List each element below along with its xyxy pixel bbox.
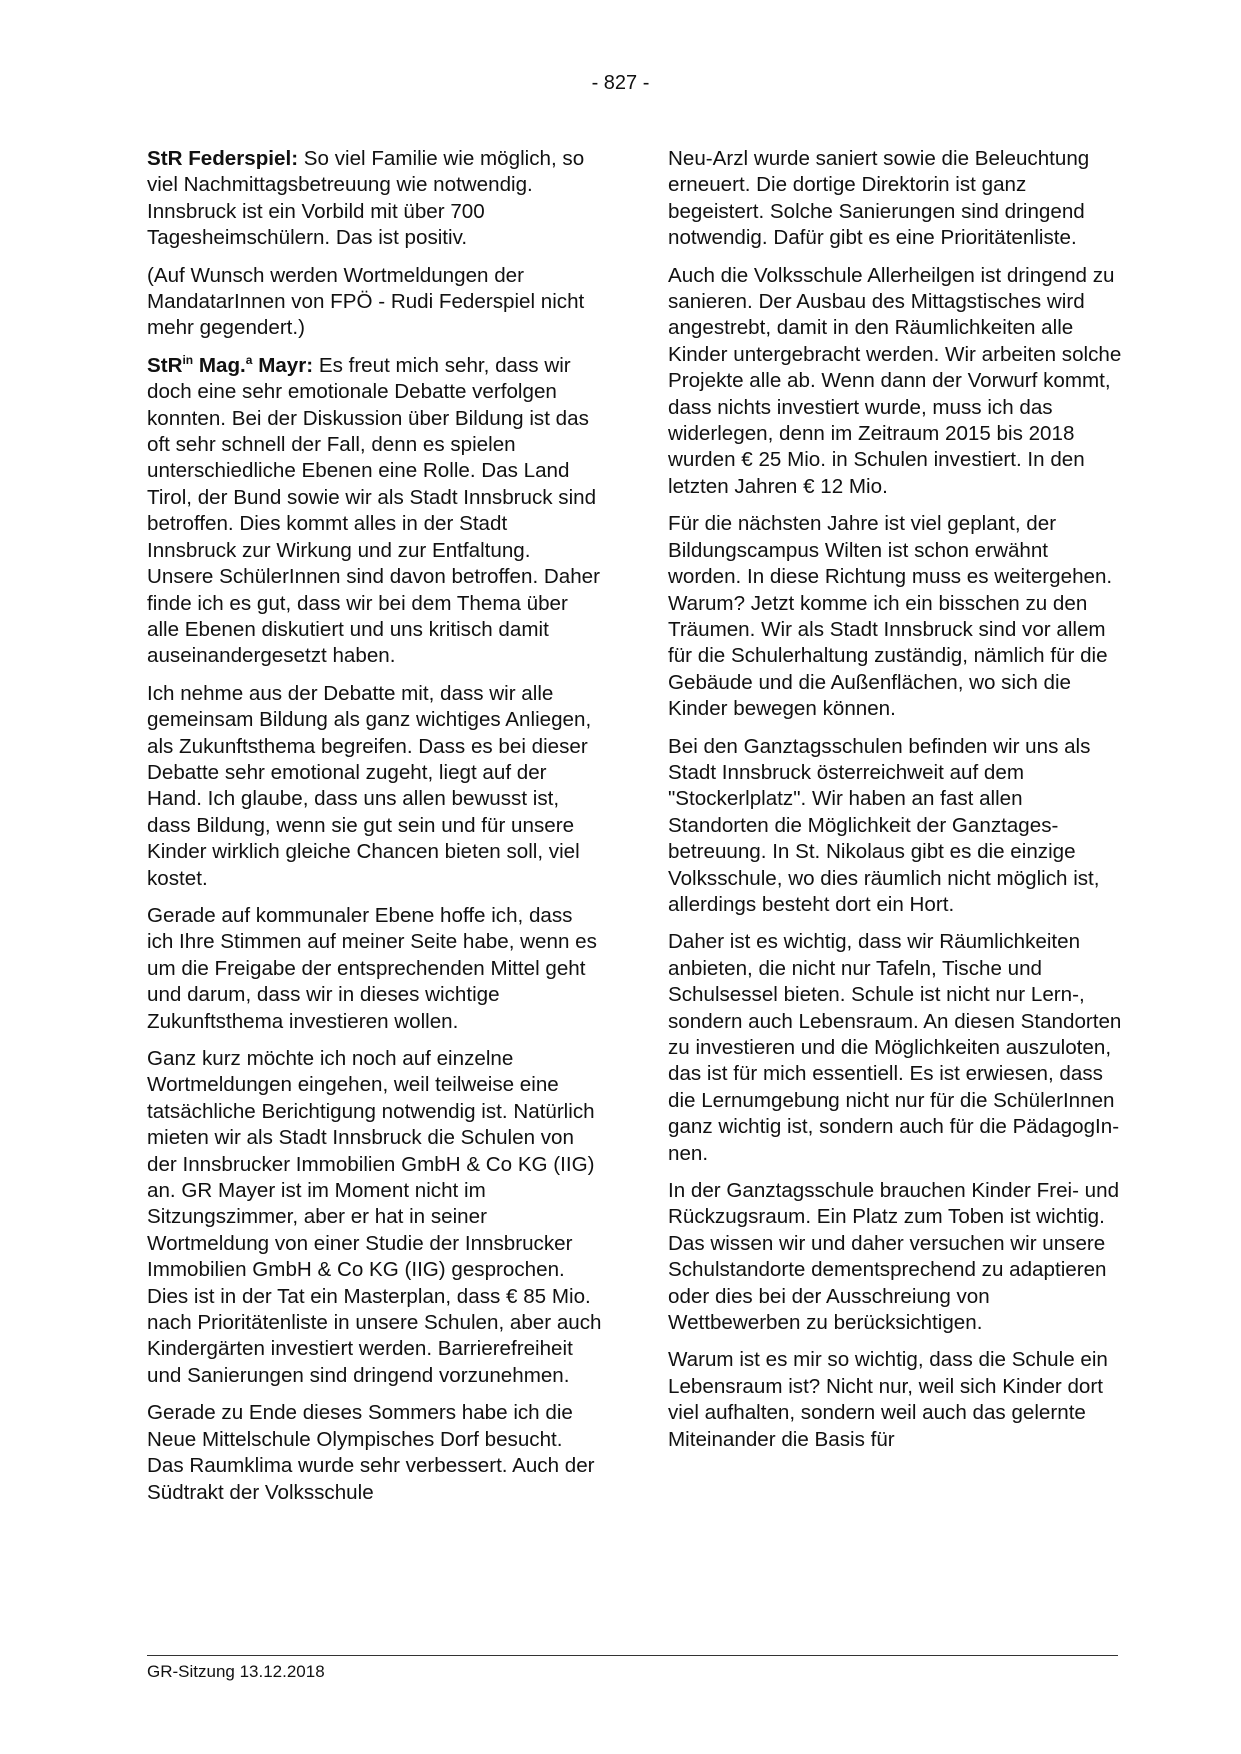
page-number: - 827 - bbox=[591, 72, 650, 94]
right-column bbox=[668, 146, 1123, 1464]
paragraph: In der Ganztagsschule brauchen Kinder Frei- und Rückzugsraum. Ein Platz zum Toben ist wichtig. Das wissen wir und daher versuchen wir unsere Schulstandorte dementsprechend zu adaptieren oder dies bei der Ausschreiung von Wettbewerben zu berücksichtigen. bbox=[668, 1179, 1120, 1335]
paragraph bbox=[147, 353, 602, 670]
left-column bbox=[147, 146, 602, 1517]
paragraph: Neu-Arzl wurde saniert sowie die Beleuchtung erneuert. Die dortige Direktorin ist ganz begeistert. Solche Sanierungen sind dringend notwendig. Dafür gibt es eine Prioritätenliste. bbox=[668, 147, 1090, 250]
paragraph: Auch die Volksschule Allerheilgen ist dringend zu sanieren. Der Ausbau des Mittagstisches wird angestrebt, damit in den Räumlichkeiten alle Kinder untergebracht werden. Wir arbeiten solche Projekte alle ab. Wenn dann der Vorwurf kommt, dass nichts investiert wurde, muss ich das widerlegen, denn im Zeitraum 2015 bis 2018 wurden € 25 Mio. in Schulen investiert. In den letzten Jahren € 12 Mio. bbox=[668, 263, 1122, 498]
paragraph: Gerade auf kommunaler Ebene hoffe ich, dass ich Ihre Stimmen auf meiner Seite habe, wenn es um die Freigabe der entsprechenden Mittel geht und darum, dass wir in dieses wichtige Zukunftsthema investieren wollen. bbox=[147, 903, 597, 1033]
paragraph: Ich nehme aus der Debatte mit, dass wir alle gemeinsam Bildung als ganz wichtiges Anliegen, als Zukunftsthema begreifen. Dass es bei dieser Debatte sehr emotional zugeht, liegt auf der Hand. Ich glaube, dass uns allen bewusst ist, dass Bildung, wenn sie gut sein und für unsere Kinder wirklich gleiche Chancen bieten soll, viel kostet. bbox=[147, 681, 592, 890]
paragraph: (Auf Wunsch werden Wortmeldungen der MandatarInnen von FPÖ - Rudi Federspiel nicht mehr gegendert.) bbox=[147, 263, 585, 340]
speaker-name: StR Federspiel: bbox=[147, 147, 299, 170]
paragraph: Gerade zu Ende dieses Sommers habe ich die Neue Mittelschule Olympisches Dorf besucht. Das Raumklima wurde sehr verbessert. Auch der Südtrakt der Volksschule bbox=[147, 1401, 595, 1504]
speaker-title: Mag. bbox=[193, 353, 246, 377]
paragraph: Für die nächsten Jahre ist viel geplant, der Bildungscampus Wilten ist schon erwähnt worden. In diese Richtung muss es weitergehen. Warum? Jetzt komme ich ein bisschen zu den Träumen. Wir als Stadt Innsbruck sind vor allem für die Schulerhaltung zuständig, nämlich für die Gebäude und die Außenflächen, wo sich die Kinder bewegen können. bbox=[668, 512, 1113, 721]
speaker-title: StR bbox=[147, 353, 183, 377]
speaker-surname: Mayr: bbox=[252, 353, 314, 377]
superscript: a bbox=[245, 352, 253, 367]
paragraph: Daher ist es wichtig, dass wir Räumlichkeiten anbieten, die nicht nur Tafeln, Tische und Schulsessel bieten. Schule ist nicht nur Lern-, sondern auch Lebensraum. An diesen Standorten zu investieren und die Möglichkeiten auszuloten, das ist für mich essentiell. Es ist erwiesen, dass die Lernumgebung nicht nur für die SchülerInnen ganz wichtig ist, sondern auch für die PädagogInnen. bbox=[668, 930, 1122, 1165]
footer-divider bbox=[147, 1655, 1118, 1656]
paragraph bbox=[147, 146, 602, 252]
paragraph-text: Es freut mich sehr, dass wir doch eine sehr emotionale Debatte verfolgen konnten. Bei der Diskussion über Bildung ist das oft sehr schnell der Fall, denn es spielen unterschiedliche Ebenen eine Rolle. Das Land Tirol, der Bund sowie wir als Stadt Innsbruck sind betroffen. Dies kommt alles in der Stadt Innsbruck zur Wirkung und zur Entfaltung. Unsere SchülerInnen sind davon betroffen. Daher finde ich es gut, dass wir bei dem Thema über alle Ebenen diskutiert und uns kritisch damit auseinandergesetzt haben. bbox=[147, 353, 600, 668]
superscript: in bbox=[182, 352, 194, 367]
footer-session-date: GR-Sitzung 13.12.2018 bbox=[147, 1662, 325, 1681]
paragraph: Ganz kurz möchte ich noch auf einzelne Wortmeldungen eingehen, weil teilweise eine tatsächliche Berichtigung notwendig ist. Natürlich mieten wir als Stadt Innsbruck die Schulen von der Innsbrucker Immobilien GmbH & Co KG (IIG) an. GR Mayer ist im Moment nicht im Sitzungszimmer, aber er hat in seiner Wortmeldung von einer Studie der Innsbrucker Immobilien GmbH & Co KG (IIG) gesprochen. Dies ist in der Tat ein Masterplan, dass € 85 Mio. nach Prioritätenliste in unsere Schulen, aber auch Kindergärten investiert werden. Barrierefreiheit und Sanierungen sind dringend vorzunehmen. bbox=[147, 1047, 602, 1387]
paragraph: Bei den Ganztagsschulen befinden wir uns als Stadt Innsbruck österreichweit auf dem "Stockerlplatz". Wir haben an fast allen Standorten die Möglichkeit der Ganztagesbetreuung. In St. Nikolaus gibt es die einzige Volksschule, wo dies räumlich nicht möglich ist, allerdings besteht dort ein Hort. bbox=[668, 734, 1100, 916]
paragraph-text: So viel Familie wie möglich, so viel Nachmittagsbetreuung wie notwendig. Innsbruck ist ein Vorbild mit über 700 Tagesheimschülern. Das ist positiv. bbox=[147, 147, 585, 250]
paragraph: Warum ist es mir so wichtig, dass die Schule ein Lebensraum ist? Nicht nur, weil sich Kinder dort viel aufhalten, sondern weil auch das gelernte Miteinander die Basis für bbox=[668, 1348, 1108, 1451]
speaker-name bbox=[147, 354, 313, 377]
